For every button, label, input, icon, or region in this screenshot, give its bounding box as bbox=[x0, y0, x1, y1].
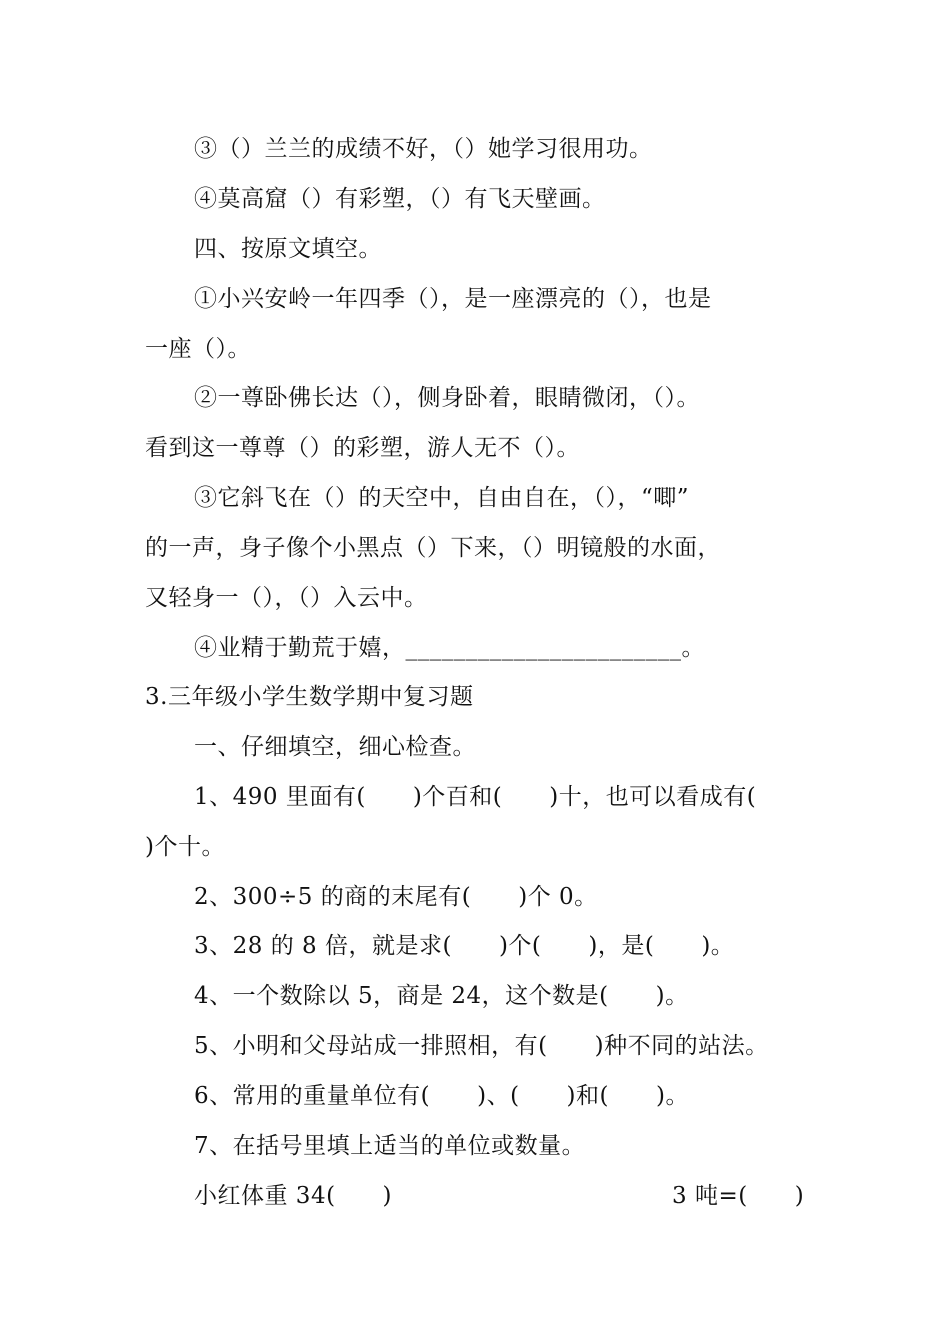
question-line: 3 吨=( ) bbox=[672, 1183, 805, 1209]
text-line: ②一尊卧佛长达（），侧身卧着，眼睛微闭，（）。 bbox=[194, 385, 700, 411]
text-line: ①小兴安岭一年四季（），是一座漂亮的（），也是 bbox=[194, 286, 712, 312]
question-line: 6、常用的重量单位有( )、( )和( )。 bbox=[194, 1083, 689, 1109]
question-line: 5、小明和父母站成一排照相，有( )种不同的站法。 bbox=[194, 1033, 769, 1059]
question-line: )个十。 bbox=[145, 834, 225, 860]
question-line: 4、一个数除以 5，商是 24，这个数是( )。 bbox=[194, 983, 689, 1009]
section-heading: 四、按原文填空。 bbox=[194, 236, 382, 262]
text-line: ③（）兰兰的成绩不好，（）她学习很用功。 bbox=[194, 136, 653, 162]
question-line: 1、490 里面有( )个百和( )十，也可以看成有( bbox=[194, 784, 757, 810]
text-line: 一座（）。 bbox=[145, 336, 251, 362]
text-line: ④业精于勤荒于嬉，_______________________。 bbox=[194, 635, 705, 661]
question-line: 3、28 的 8 倍，就是求( )个( )，是( )。 bbox=[194, 933, 735, 959]
question-line: 7、在括号里填上适当的单位或数量。 bbox=[194, 1133, 586, 1159]
document-title: 3.三年级小学生数学期中复习题 bbox=[145, 684, 474, 710]
section-heading: 一、仔细填空，细心检查。 bbox=[194, 734, 476, 760]
text-line: ③它斜飞在（）的天空中，自由自在，（），“唧” bbox=[194, 485, 690, 511]
text-line: 的一声，身子像个小黑点（）下来，（）明镜般的水面， bbox=[145, 535, 721, 561]
question-line: 小红体重 34( ) bbox=[194, 1183, 393, 1209]
question-line: 2、300÷5 的商的末尾有( )个 0。 bbox=[194, 884, 598, 910]
text-line: 又轻身一（），（）入云中。 bbox=[145, 585, 428, 611]
text-line: 看到这一尊尊（）的彩塑，游人无不（）。 bbox=[145, 435, 580, 461]
text-line: ④莫高窟（）有彩塑，（）有飞天壁画。 bbox=[194, 186, 606, 212]
